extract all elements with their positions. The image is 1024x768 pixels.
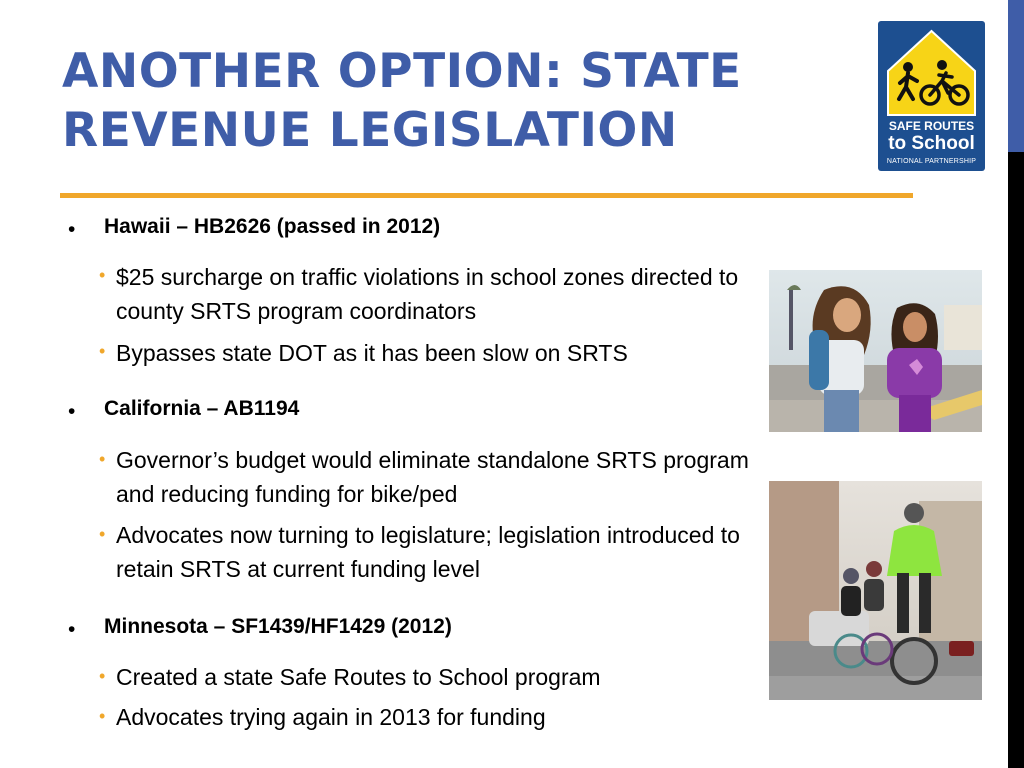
logo-line-3: NATIONAL PARTNERSHIP (886, 158, 977, 165)
sub-item: Advocates trying again in 2013 for funding (116, 704, 546, 730)
title-line-2: REVENUE LEGISLATION (62, 103, 678, 158)
title-line-1: ANOTHER OPTION: STATE (62, 44, 742, 99)
right-edge-bar (1008, 0, 1024, 768)
school-crossing-sign-icon (886, 29, 977, 117)
sub-bullet-dot: • (99, 449, 106, 469)
girls-walking-photo (769, 270, 982, 432)
section-bullet: • (68, 618, 76, 641)
logo-line-1: SAFE ROUTES (888, 119, 975, 133)
kids-biking-photo (769, 481, 982, 700)
section-heading-minnesota: Minnesota – SF1439/HF1429 (2012) (104, 615, 452, 638)
title-divider (60, 193, 913, 198)
srts-logo (878, 21, 985, 171)
slide-title (62, 42, 822, 160)
sub-bullet-dot: • (99, 341, 106, 361)
sub-item: Created a state Safe Routes to School program (116, 664, 601, 690)
sub-item: Advocates now turning to legislature; legislation introduced to retain SRTS at current funding level (116, 522, 740, 582)
sub-bullet-dot: • (99, 706, 106, 726)
section-bullet: • (68, 218, 76, 241)
sub-item: Governor’s budget would eliminate standalone SRTS program and reducing funding for bike/ped (116, 447, 749, 507)
sub-item: $25 surcharge on traffic violations in school zones directed to county SRTS program coordinators (116, 264, 739, 324)
sub-bullet-dot: • (99, 666, 106, 686)
sub-item: Bypasses state DOT as it has been slow on SRTS (116, 340, 628, 366)
section-heading-california: California – AB1194 (104, 397, 300, 420)
sub-bullet-dot: • (99, 524, 106, 544)
sub-bullet-dot: • (99, 265, 106, 285)
right-edge-accent (1008, 0, 1024, 152)
section-bullet: • (68, 400, 76, 423)
logo-line-2: to School (888, 133, 975, 154)
section-heading-hawaii: Hawaii – HB2626 (passed in 2012) (104, 215, 441, 238)
